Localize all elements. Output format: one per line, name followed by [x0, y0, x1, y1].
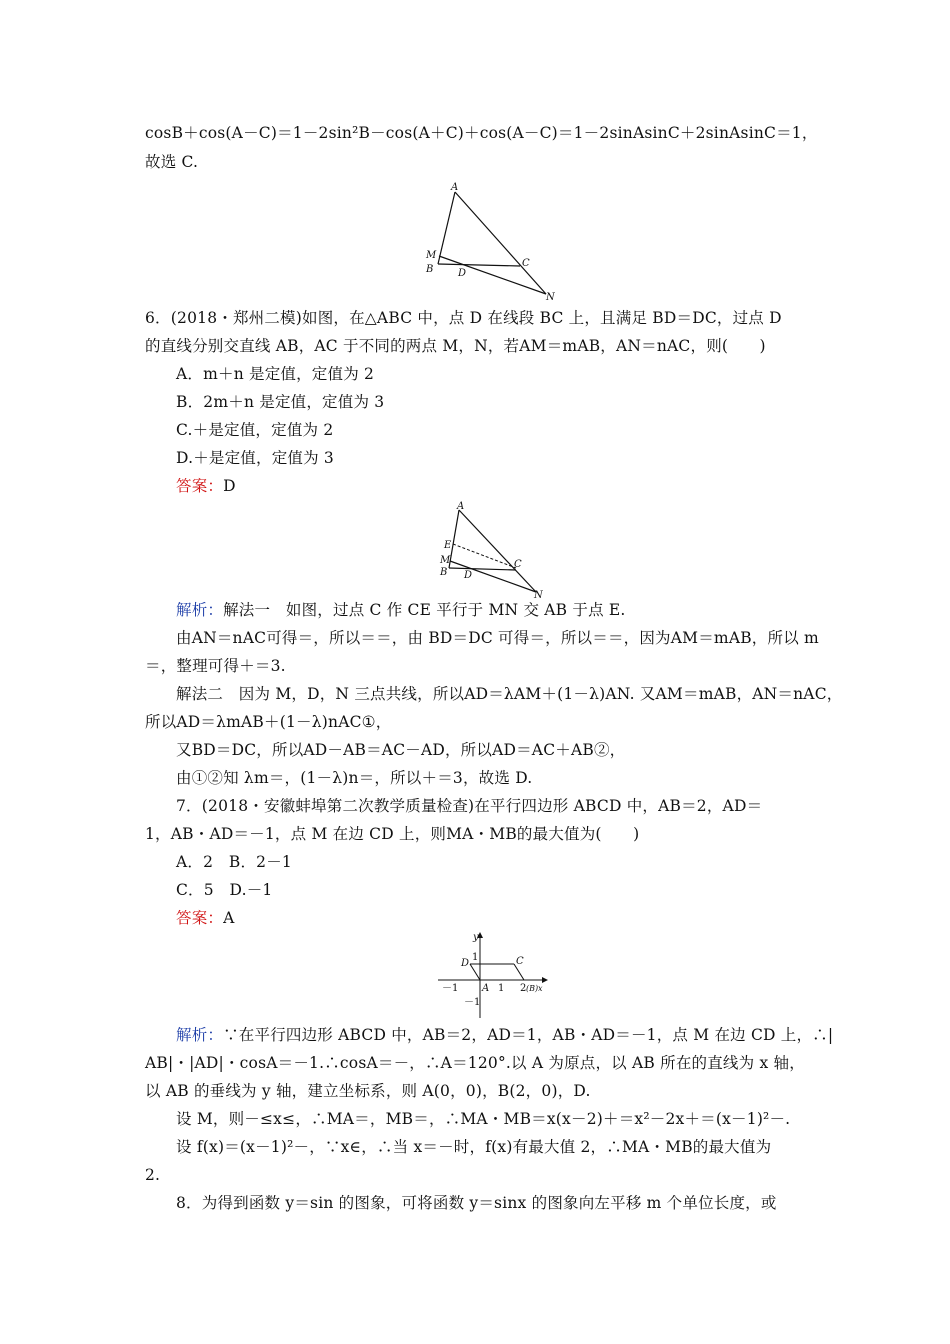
label-n: N — [546, 292, 555, 300]
label-y: y — [473, 932, 479, 943]
analysis-6 — [176, 599, 841, 621]
label-m: M — [426, 250, 437, 261]
text-line: AB|・|AD|・cosA＝－1.∴cosA＝－，∴A＝120°.以 A 为原点，以 AB 所在的直线为 x 轴， — [145, 1054, 805, 1072]
analysis-label: 解析： — [176, 601, 224, 619]
label-e: E — [444, 540, 452, 551]
option-b: B．2m＋n 是定值，定值为 3 — [176, 393, 385, 411]
question-8-line-1: 8．为得到函数 y＝sin 的图象，可将函数 y＝sinx 的图象向左平移 m 个单位长度，或 — [176, 1194, 777, 1212]
analysis-text: ∵在平行四边形 ABCD 中，AB＝2，AD＝1，AB・AD＝－1，点 M 在边 CD 上，∴| — [223, 1026, 834, 1044]
option-a: A．m＋n 是定值，定值为 2 — [176, 365, 375, 383]
label-d: D — [461, 958, 470, 969]
label-a: A — [457, 501, 465, 512]
label-one-x: 1 — [498, 983, 505, 994]
label-c: C — [514, 559, 522, 570]
question-7-line-2: 1，AB・AD＝－1，点 M 在边 CD 上，则MA・MB的最大值为( ) — [145, 825, 640, 843]
label-a: A — [482, 983, 490, 994]
answer-value: A — [223, 909, 235, 927]
text-line: 以 AB 的垂线为 y 轴，建立坐标系，则 A(0，0)，B(2，0)，D. — [145, 1082, 591, 1100]
text-line: 由①②知 λm＝，(1－λ)n＝，所以＋＝3，故选 D. — [176, 769, 533, 787]
label-m: M — [440, 555, 451, 566]
answer-6 — [176, 475, 841, 497]
answer-label: 答案： — [176, 909, 224, 927]
label-two-x: 2 — [520, 983, 527, 994]
text-line: 又BD＝DC，所以AD－AB＝AC－AD，所以AD＝AC＋AB②， — [176, 741, 626, 759]
question-6-line-1: 6．(2018・郑州二模)如图，在△ABC 中，点 D 在线段 BC 上，且满足 BD＝DC，过点 D — [145, 309, 782, 327]
answer-7 — [176, 907, 841, 929]
coordinate-figure — [434, 930, 550, 1022]
label-neg1-x: －1 — [442, 983, 459, 994]
analysis-7 — [176, 1024, 841, 1046]
option-c: C.＋是定值，定值为 2 — [176, 421, 334, 439]
label-neg1-y: －1 — [464, 997, 481, 1008]
options-cd: C．5 D.－1 — [176, 881, 273, 899]
label-n: N — [534, 590, 543, 600]
triangle-figure-2 — [436, 500, 556, 600]
label-x: x — [538, 984, 543, 993]
text-line: 由AN＝nAC可得＝，所以＝＝，由 BD＝DC 可得＝，所以＝＝，因为AM＝mAB，所以 m — [176, 629, 819, 647]
analysis-label: 解析： — [176, 1026, 224, 1044]
option-d: D.＋是定值，定值为 3 — [176, 449, 334, 467]
label-d: D — [458, 268, 467, 279]
text-line: ＝，整理可得＋＝3. — [145, 657, 286, 675]
options-ab: A．2 B．2－1 — [176, 853, 292, 871]
triangle-figure-1 — [420, 178, 560, 300]
label-a: A — [451, 182, 459, 193]
label-d: D — [464, 570, 473, 581]
label-one-top: 1 — [472, 952, 479, 963]
label-c: C — [516, 956, 524, 967]
answer-value: D — [223, 477, 236, 495]
answer-label: 答案： — [176, 477, 224, 495]
text-line: cosB＋cos(A－C)＝1－2sin²B－cos(A＋C)＋cos(A－C)＝1－2sinAsinC＋2sinAsinC＝1， — [145, 124, 818, 142]
text-line: 所以AD＝λmAB＋(1－λ)nAC①， — [145, 713, 392, 731]
text-line: 2. — [145, 1166, 161, 1184]
text-line: 解法二 因为 M，D，N 三点共线，所以AD＝λAM＋(1－λ)AN. 又AM＝mAB，AN＝nAC， — [176, 685, 843, 703]
text-line: 设 M，则－≤x≤，∴MA＝，MB＝，∴MA・MB＝x(x－2)＋＝x²－2x＋＝(x－1)²－. — [176, 1110, 791, 1128]
text-line: 设 f(x)＝(x－1)²－，∵x∈，∴当 x＝－时，f(x)有最大值 2，∴MA・MB的最大值为 — [176, 1138, 772, 1156]
question-6-line-2: 的直线分别交直线 AB，AC 于不同的两点 M，N，若AM＝mAB，AN＝nAC，则( ) — [145, 337, 766, 355]
analysis-text: 解法一 如图，过点 C 作 CE 平行于 MN 交 AB 于点 E. — [223, 601, 626, 619]
text-line: 故选 C. — [145, 153, 199, 171]
label-b: (B) — [526, 984, 539, 993]
question-7-line-1: 7．(2018・安徽蚌埠第二次教学质量检查)在平行四边形 ABCD 中，AB＝2，AD＝ — [176, 797, 763, 815]
label-c: C — [522, 258, 530, 269]
label-b: B — [426, 264, 434, 275]
label-b: B — [440, 567, 448, 578]
